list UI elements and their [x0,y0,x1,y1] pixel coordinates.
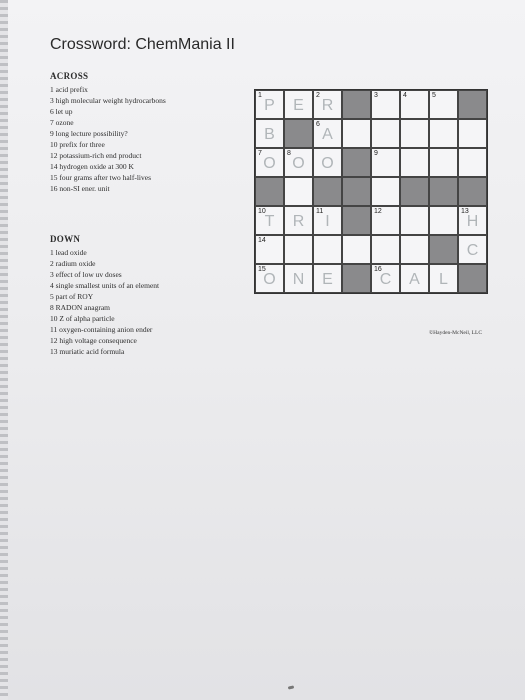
pencilled-letter: H [466,213,479,230]
crossword-square[interactable] [284,148,313,177]
down-clue-list [50,247,250,357]
across-clue: 10 prefix for three [50,140,105,149]
copyright-credit: ©Hayden-McNeil, LLC [429,330,483,336]
clue-number: 14 [258,237,266,244]
blocked-square [458,177,487,206]
blocked-square [458,264,487,293]
page-title: Crossword: ChemMania II [50,36,235,53]
blocked-square [342,206,371,235]
down-clue: 3 effect of low uv doses [50,270,122,279]
down-heading: DOWN [50,234,81,244]
crossword-square[interactable] [284,235,313,264]
across-clue: 1 acid prefix [50,85,88,94]
down-clue: 4 single smallest units of an element [50,281,160,290]
clue-number: 1 [258,92,262,99]
crossword-square[interactable] [284,177,313,206]
pencilled-letter: E [322,271,333,288]
crossword-square[interactable] [371,206,400,235]
down-clue: 8 RADON anagram [50,303,110,312]
pencilled-letter: O [292,155,305,172]
clue-number: 11 [316,208,324,215]
crossword-square[interactable] [255,235,284,264]
across-heading: ACROSS [50,71,89,81]
crossword-square[interactable] [400,119,429,148]
crossword-square[interactable] [313,206,342,235]
crossword-square[interactable] [429,119,458,148]
clue-number: 15 [258,266,266,273]
blocked-square [313,177,342,206]
crossword-square[interactable] [342,119,371,148]
crossword-square[interactable] [255,90,284,119]
down-clue: 11 oxygen-containing anion ender [50,325,153,334]
across-clue: 14 hydrogen oxide at 300 K [50,162,134,171]
crossword-square[interactable] [313,148,342,177]
pencilled-letter: L [439,271,448,288]
across-clue: 3 high molecular weight hydrocarbons [50,96,166,105]
binding-edge [0,0,8,700]
blocked-square [429,177,458,206]
crossword-square[interactable] [371,119,400,148]
blocked-square [342,177,371,206]
crossword-square[interactable] [255,206,284,235]
blocked-square [458,90,487,119]
across-clues [50,70,250,194]
clue-number: 7 [258,150,262,157]
pencilled-letter: O [321,155,334,172]
pencilled-letter: T [264,213,275,230]
across-clue-list [50,84,250,194]
crossword-square[interactable] [371,177,400,206]
pencilled-letter: A [322,126,333,143]
down-clue: 13 muriatic acid formula [50,347,125,356]
clue-number: 4 [403,92,407,99]
pencilled-letter: A [409,271,420,288]
pencilled-letter: C [466,242,479,259]
across-clue: 9 long lecture possibility? [50,129,128,138]
across-clue: 15 four grams after two half-lives [50,173,152,182]
crossword-square[interactable] [429,264,458,293]
blocked-square [255,177,284,206]
crossword-square[interactable] [429,90,458,119]
blocked-square [284,119,313,148]
across-clue: 6 let up [50,107,73,116]
crossword-square[interactable] [313,90,342,119]
pencilled-letter: I [325,213,330,230]
crossword-square[interactable] [255,119,284,148]
clue-number: 13 [461,208,469,215]
across-clue: 12 potassium-rich end product [50,151,142,160]
crossword-square[interactable] [255,148,284,177]
crossword-square[interactable] [371,264,400,293]
crossword-square[interactable] [284,206,313,235]
crossword-square[interactable] [429,206,458,235]
crossword-square[interactable] [458,235,487,264]
crossword-square[interactable] [458,206,487,235]
blocked-square [400,177,429,206]
down-clue: 12 high voltage consequence [50,336,137,345]
crossword-square[interactable] [371,148,400,177]
clue-number: 3 [374,92,378,99]
pencilled-letter: E [293,97,304,114]
clue-number: 10 [258,208,266,215]
crossword-square[interactable] [284,264,313,293]
clue-number: 9 [374,150,378,157]
clue-number: 12 [374,208,382,215]
down-clues [50,233,250,357]
crossword-square[interactable] [400,148,429,177]
clue-number: 5 [432,92,436,99]
down-clue: 10 Z of alpha particle [50,314,115,323]
crossword-grid [254,89,488,294]
crossword-square[interactable] [371,235,400,264]
pencilled-letter: O [263,271,276,288]
blocked-square [429,235,458,264]
crossword-square[interactable] [400,264,429,293]
clue-number: 6 [316,121,320,128]
crossword-square[interactable] [400,206,429,235]
pencilled-letter: P [264,97,275,114]
pencilled-letter: R [321,97,334,114]
crossword-square[interactable] [313,119,342,148]
pencilled-letter: O [263,155,276,172]
crossword-square[interactable] [429,148,458,177]
crossword-square[interactable] [284,90,313,119]
blocked-square [342,90,371,119]
down-clue: 2 radium oxide [50,259,96,268]
pencilled-letter: R [292,213,305,230]
down-clue: 1 lead oxide [50,248,87,257]
crossword-square[interactable] [400,235,429,264]
blocked-square [342,264,371,293]
blocked-square [342,148,371,177]
crossword-square[interactable] [313,235,342,264]
crossword-square[interactable] [400,90,429,119]
pencilled-letter: N [292,271,305,288]
crossword-square[interactable] [371,90,400,119]
across-clue: 16 non-SI ener. unit [50,184,110,193]
clue-number: 8 [287,150,291,157]
down-clue: 5 part of ROY [50,292,94,301]
crossword-square[interactable] [342,235,371,264]
crossword-square[interactable] [458,148,487,177]
clue-number: 2 [316,92,320,99]
clue-number: 16 [374,266,382,273]
pencilled-letter: C [379,271,392,288]
pencilled-letter: B [264,126,275,143]
crossword-square[interactable] [313,264,342,293]
crossword-square[interactable] [255,264,284,293]
crossword-square[interactable] [458,119,487,148]
across-clue: 7 ozone [50,118,74,127]
